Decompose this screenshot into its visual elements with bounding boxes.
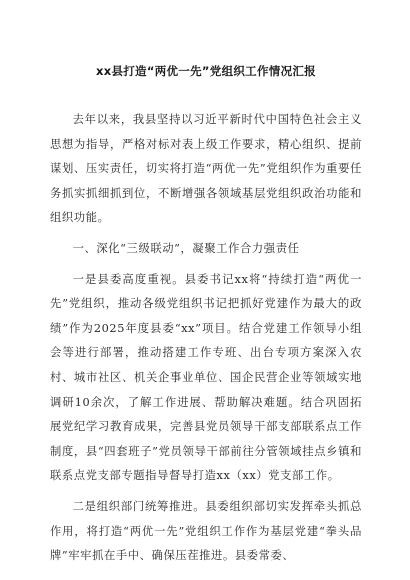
body-paragraph: 二是组织部门统筹推进。县委组织部切实发挥牵头抓总作用，将打造“两优一先”党组织工作作为基层党建“拳头品牌”牢牢抓在手中、确保压茬推进。县委常委、 — [50, 499, 362, 563]
document-title: xx县打造“两优一先”党组织工作情况汇报 — [96, 64, 316, 78]
body-paragraph: 一是县委高度重视。县委书记xx将“持续打造“两优一先”党组织，推动各级党组织书记把抓好党建作为最大的政绩”作为2025年度县委“xx”项目。结合党建工作领导小组会等进行部署，推动搭建工作专班、出台专项方案深入农村、城市社区、机关企事业单位、国企民营企业等领域实地调研10余次，了解工作进展、帮助解决难题。结合巩固拓展党纪学习教育成果，完善县党员领导干部支部联系点工作制度，县“四套班子”党员领导干部前往分管领域挂点乡镇和联系点党支部专题指导督导打造xx（xx）党支部工作。 — [50, 272, 362, 483]
section-heading: 一、深化“三级联动”，凝聚工作合力强责任 — [72, 241, 300, 255]
intro-paragraph: 去年以来，我县坚持以习近平新时代中国特色社会主义思想为指导，严格对标对表上级工作要求，精心组织、提前谋划、压实责任，切实将打造“两优一先”党组织作为重要任务抓实抓细抓到位，不断增强各领域基层党组织政治功能和组织功能。 — [50, 113, 362, 225]
